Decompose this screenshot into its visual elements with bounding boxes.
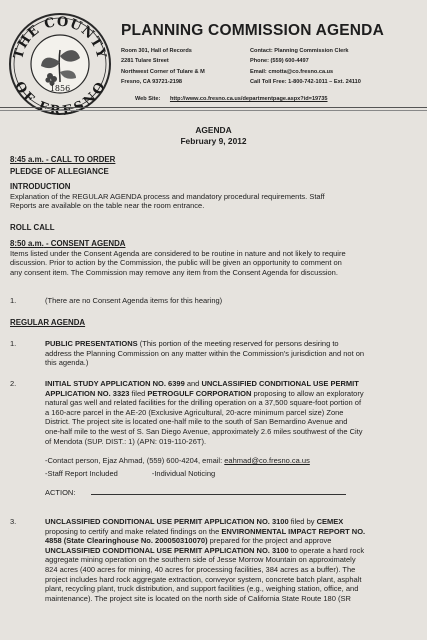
item-text: aggregate mining operation on the southern side of Jesse Morrow Mountain on approximately <box>45 555 356 565</box>
contact-line: Email: cmotta@co.fresno.ca.us <box>250 68 334 75</box>
item-title: ENVIRONMENTAL IMPACT REPORT NO. <box>221 526 366 536</box>
contact-text: -Contact person, Ejaz Ahmad, (559) 600-4204, email: <box>45 456 225 466</box>
action-row <box>45 487 420 498</box>
item-applicant: PETROGULF CORPORATION <box>147 388 252 398</box>
item-text: project includes hard rock aggregate extraction, conveyor system, concrete batch plant, asphalt <box>45 574 362 584</box>
noticing-note: -Individual Noticing <box>151 468 216 478</box>
consent-label: - CONSENT AGENDA <box>43 239 126 248</box>
action-label: ACTION: <box>45 488 76 498</box>
header-divider <box>0 110 427 111</box>
seal-bottom-text: OF FRESNO <box>10 79 110 116</box>
address-line: Room 301, Hall of Records <box>121 48 192 54</box>
agenda-heading <box>0 125 427 147</box>
contact-line: Contact: Planning Commission Clerk <box>250 48 349 54</box>
regular-agenda-label: REGULAR AGENDA <box>10 318 86 327</box>
item-text: and <box>184 379 202 388</box>
county-seal-icon <box>8 12 112 116</box>
item-title: UNCLASSIFIED CONDITIONAL USE PERMIT <box>201 379 359 388</box>
item-title: PUBLIC PRESENTATIONS <box>45 339 138 348</box>
contact-line: Call Toll Free: 1-800-742-1011 – Ext. 24110 <box>250 78 361 85</box>
website-line <box>135 96 328 102</box>
item-title: UNCLASSIFIED CONDITIONAL USE PERMIT APPLICATION NO. 3100 <box>45 517 289 526</box>
action-blank-line <box>91 487 346 495</box>
item-text: District. The project site is located one-half mile to the south of San Bernardino Avenue and <box>45 417 348 427</box>
address-line: Northwest Corner of Tulare & M <box>121 68 205 75</box>
item-title: INITIAL STUDY APPLICATION NO. 6399 <box>45 379 185 388</box>
agenda-item-petrogulf <box>45 379 420 498</box>
agenda-item-public-presentations <box>45 339 420 368</box>
pledge-heading: PLEDGE OF ALLEGIANCE <box>10 167 109 176</box>
seal-top-text: THE COUNTY <box>11 14 109 61</box>
item-text: to operate a hard rock <box>288 545 365 555</box>
item-text: proposing to allow an exploratory <box>251 388 364 398</box>
introduction-line: Reports are available on the table near the room entrance. <box>10 201 205 211</box>
contact-email-link[interactable]: eahmad@co.fresno.ca.us <box>224 456 310 466</box>
item-text: plant, recycling plant, truck distribution, and support facilities (e.g., weighing station, office, and <box>45 584 359 594</box>
item-contact <box>45 456 420 466</box>
agenda-title: AGENDA <box>195 125 232 135</box>
introduction-line: Explanation of the REGULAR AGENDA process and mandatory procedural requirements. Staff <box>10 191 325 201</box>
item-title: 4858 (State Clearinghouse No. 200050310070) <box>45 536 208 546</box>
item-text: one-half mile to the west of S. San Diego Avenue, approximately 2.6 miles southwest of the City <box>45 426 363 436</box>
item-number: 3. <box>10 517 17 526</box>
item-text: a 160-acre parcel in the AE-20 (Exclusive Agricultural, 20-acre minimum parcel size) Zone <box>45 407 344 417</box>
call-to-order-time: 8:45 a.m. <box>10 155 44 164</box>
contact-line: Phone: (559) 600-4497 <box>250 58 309 65</box>
item-text: filed by <box>288 517 317 526</box>
item-text: 824 acres (400 acres for mining, 40 acres for processing facilities, 384 acres as a buffer). The <box>45 564 356 574</box>
introduction-heading: INTRODUCTION <box>10 182 71 191</box>
item-text: (This portion of the meeting reserved for persons desiring to <box>137 339 339 348</box>
item-text: address the Planning Commission on any matter within the Commission's jurisdiction and not on <box>45 348 365 358</box>
item-text: proposing to certify and make related findings on the <box>45 526 222 536</box>
consent-line: any consent item. The Commission may remove any item from the Consent Agenda for discussion. <box>10 267 338 277</box>
item-text: natural gas well and related facilities for the drilling operation on a 37,500 square-foot portion of <box>45 398 362 408</box>
item-number: 1. <box>10 339 17 348</box>
header-divider <box>0 107 427 108</box>
seal-year: 1856 <box>49 84 71 93</box>
consent-section <box>10 239 420 277</box>
call-to-order <box>10 155 420 165</box>
consent-line: discussion. Prior to action by the Commission, the public will be given an opportunity to comment on <box>10 258 342 268</box>
contact-block <box>250 46 361 87</box>
item-number: 2. <box>10 379 17 388</box>
website-label: Web Site: <box>135 96 161 102</box>
address-block <box>121 46 205 87</box>
item-applicant: CEMEX <box>316 517 344 526</box>
item-notes <box>45 469 420 479</box>
agenda-item-cemex <box>45 517 420 603</box>
agenda-date: February 9, 2012 <box>180 136 247 146</box>
page-title: PLANNING COMMISSION AGENDA <box>121 22 384 39</box>
staff-report-note: -Staff Report Included <box>45 468 118 478</box>
item-text: filed <box>129 388 148 398</box>
consent-item-number: 1. <box>10 296 17 305</box>
item-title: APPLICATION NO. 3323 <box>45 388 130 398</box>
item-text: of Mendota (SUP. DIST.: 1) (APN: 019-110-26T). <box>45 436 207 446</box>
regular-agenda-heading <box>10 318 420 328</box>
address-line: Fresno, CA 93721-2198 <box>121 78 183 85</box>
consent-time: 8:50 a.m. <box>10 239 44 248</box>
consent-item-text: (There are no Consent Agenda items for this hearing) <box>45 296 223 305</box>
consent-line: Items listed under the Consent Agenda are considered to be routine in nature and not likely to require <box>10 248 346 258</box>
address-line: 2281 Tulare Street <box>121 58 169 65</box>
item-text: prepared for the project and approve <box>207 536 332 546</box>
website-link[interactable]: http://www.co.fresno.ca.us/departmentpage.aspx?id=19735 <box>169 96 328 102</box>
item-title: UNCLASSIFIED CONDITIONAL USE PERMIT APPLICATION NO. 3100 <box>45 545 289 555</box>
introduction-section <box>10 182 420 211</box>
call-to-order-label: - CALL TO ORDER <box>43 155 116 164</box>
item-text: this agenda.) <box>45 358 89 368</box>
roll-call-heading: ROLL CALL <box>10 223 55 232</box>
item-text: maintenance). The project site is located on the north side of California State Route 180 (SR <box>45 593 351 603</box>
